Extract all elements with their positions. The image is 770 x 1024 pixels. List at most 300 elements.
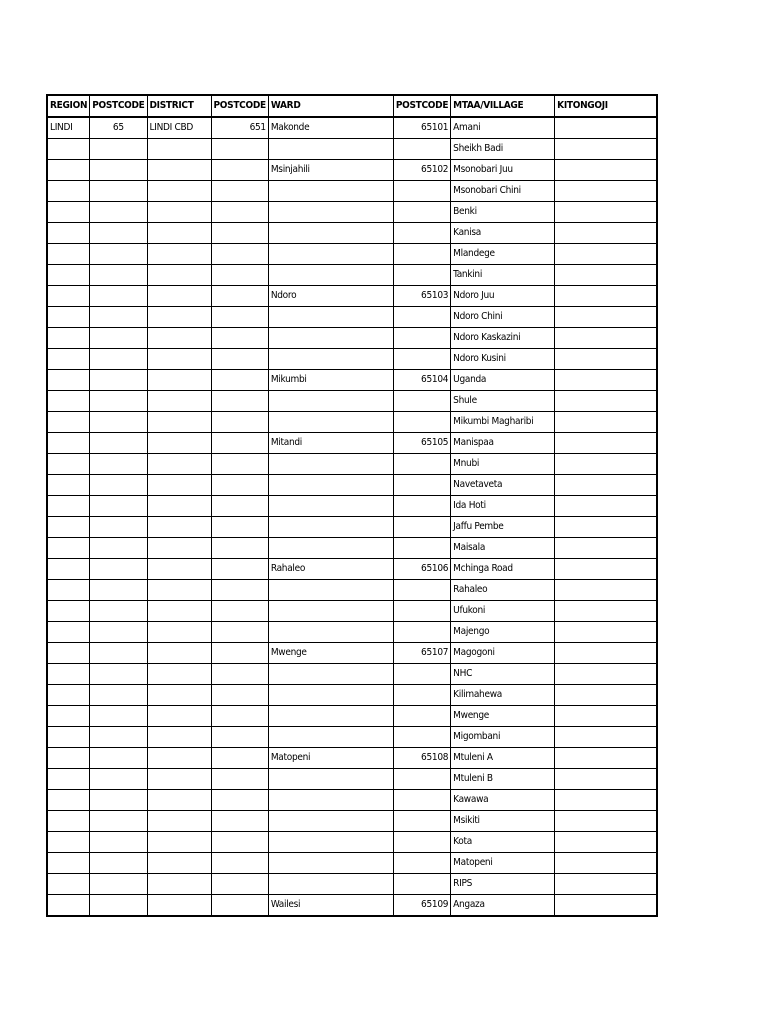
cell-district-postcode	[211, 475, 268, 496]
cell-kitongoji	[555, 853, 657, 874]
cell-district-postcode	[211, 811, 268, 832]
cell-kitongoji	[555, 748, 657, 769]
cell-village: Uganda	[451, 370, 555, 391]
cell-ward-postcode	[393, 769, 450, 790]
cell-ward-postcode	[393, 853, 450, 874]
cell-region-postcode	[90, 790, 147, 811]
cell-district	[147, 244, 211, 265]
cell-region	[47, 307, 90, 328]
cell-ward	[268, 517, 393, 538]
cell-district	[147, 160, 211, 181]
cell-ward	[268, 811, 393, 832]
cell-ward: Mitandi	[268, 433, 393, 454]
table-row	[47, 433, 657, 454]
cell-district	[147, 496, 211, 517]
cell-village: Navetaveta	[451, 475, 555, 496]
cell-district	[147, 223, 211, 244]
cell-region	[47, 475, 90, 496]
cell-kitongoji	[555, 727, 657, 748]
cell-district-postcode	[211, 622, 268, 643]
table-row	[47, 622, 657, 643]
cell-region	[47, 727, 90, 748]
cell-region-postcode	[90, 874, 147, 895]
cell-kitongoji	[555, 307, 657, 328]
cell-ward-postcode	[393, 265, 450, 286]
cell-ward	[268, 769, 393, 790]
cell-village: Angaza	[451, 895, 555, 917]
cell-ward: Rahaleo	[268, 559, 393, 580]
cell-region-postcode	[90, 811, 147, 832]
cell-region	[47, 454, 90, 475]
table-row	[47, 748, 657, 769]
cell-region	[47, 790, 90, 811]
cell-village: Rahaleo	[451, 580, 555, 601]
cell-district	[147, 559, 211, 580]
cell-ward-postcode	[393, 244, 450, 265]
cell-ward-postcode	[393, 139, 450, 160]
cell-village: Migombani	[451, 727, 555, 748]
cell-ward	[268, 202, 393, 223]
cell-district-postcode	[211, 307, 268, 328]
spreadsheet-page	[46, 94, 658, 917]
cell-region	[47, 286, 90, 307]
cell-kitongoji	[555, 580, 657, 601]
cell-kitongoji	[555, 769, 657, 790]
cell-district: LINDI CBD	[147, 117, 211, 139]
cell-ward: Msinjahili	[268, 160, 393, 181]
cell-ward-postcode: 65104	[393, 370, 450, 391]
cell-district-postcode	[211, 160, 268, 181]
cell-district-postcode	[211, 349, 268, 370]
cell-kitongoji	[555, 895, 657, 917]
table-row	[47, 370, 657, 391]
header-village: MTAA/VILLAGE	[451, 95, 555, 117]
cell-district-postcode	[211, 706, 268, 727]
cell-ward-postcode: 65101	[393, 117, 450, 139]
cell-region	[47, 223, 90, 244]
cell-village: Kota	[451, 832, 555, 853]
cell-region	[47, 559, 90, 580]
cell-village: Mikumbi Magharibi	[451, 412, 555, 433]
cell-region	[47, 706, 90, 727]
cell-district-postcode	[211, 202, 268, 223]
cell-district	[147, 622, 211, 643]
cell-village: Kanisa	[451, 223, 555, 244]
cell-kitongoji	[555, 391, 657, 412]
cell-kitongoji	[555, 622, 657, 643]
cell-kitongoji	[555, 181, 657, 202]
cell-region-postcode	[90, 559, 147, 580]
cell-region-postcode	[90, 832, 147, 853]
cell-kitongoji	[555, 370, 657, 391]
cell-village: Kilimahewa	[451, 685, 555, 706]
cell-ward-postcode	[393, 601, 450, 622]
cell-ward-postcode: 65106	[393, 559, 450, 580]
cell-ward	[268, 181, 393, 202]
table-row	[47, 685, 657, 706]
cell-kitongoji	[555, 349, 657, 370]
cell-district-postcode	[211, 223, 268, 244]
cell-region-postcode	[90, 643, 147, 664]
cell-district-postcode	[211, 391, 268, 412]
table-row	[47, 790, 657, 811]
cell-ward	[268, 139, 393, 160]
cell-village: Majengo	[451, 622, 555, 643]
cell-ward	[268, 706, 393, 727]
cell-region	[47, 244, 90, 265]
cell-region	[47, 643, 90, 664]
cell-village: Ida Hoti	[451, 496, 555, 517]
cell-kitongoji	[555, 412, 657, 433]
cell-ward-postcode	[393, 664, 450, 685]
table-row	[47, 496, 657, 517]
cell-village: Mtuleni A	[451, 748, 555, 769]
cell-ward-postcode: 65108	[393, 748, 450, 769]
cell-region	[47, 853, 90, 874]
cell-village: Msonobari Chini	[451, 181, 555, 202]
table-row	[47, 580, 657, 601]
table-row	[47, 538, 657, 559]
cell-village: Mchinga Road	[451, 559, 555, 580]
cell-district-postcode	[211, 454, 268, 475]
cell-ward-postcode	[393, 622, 450, 643]
cell-region-postcode	[90, 307, 147, 328]
cell-ward	[268, 622, 393, 643]
cell-region-postcode	[90, 538, 147, 559]
cell-ward-postcode	[393, 181, 450, 202]
table-body	[47, 117, 657, 916]
cell-region-postcode	[90, 895, 147, 917]
cell-region-postcode	[90, 286, 147, 307]
cell-region	[47, 433, 90, 454]
cell-village: Matopeni	[451, 853, 555, 874]
cell-district-postcode	[211, 685, 268, 706]
cell-district-postcode	[211, 433, 268, 454]
cell-district	[147, 895, 211, 917]
cell-kitongoji	[555, 664, 657, 685]
table-row	[47, 223, 657, 244]
cell-region-postcode	[90, 475, 147, 496]
cell-ward	[268, 685, 393, 706]
cell-village: Benki	[451, 202, 555, 223]
cell-district-postcode	[211, 412, 268, 433]
cell-village: Tankini	[451, 265, 555, 286]
cell-village: Msonobari Juu	[451, 160, 555, 181]
cell-ward-postcode	[393, 475, 450, 496]
cell-village: Mwenge	[451, 706, 555, 727]
cell-kitongoji	[555, 328, 657, 349]
cell-region	[47, 328, 90, 349]
cell-district	[147, 874, 211, 895]
cell-village: Ndoro Chini	[451, 307, 555, 328]
cell-ward-postcode	[393, 790, 450, 811]
cell-ward	[268, 244, 393, 265]
cell-ward-postcode	[393, 202, 450, 223]
cell-ward-postcode	[393, 580, 450, 601]
cell-district-postcode	[211, 139, 268, 160]
header-district-postcode: POSTCODE	[211, 95, 268, 117]
cell-district	[147, 853, 211, 874]
cell-district	[147, 727, 211, 748]
cell-village: Kawawa	[451, 790, 555, 811]
cell-region	[47, 622, 90, 643]
cell-district	[147, 769, 211, 790]
cell-ward	[268, 349, 393, 370]
cell-village: NHC	[451, 664, 555, 685]
table-row	[47, 454, 657, 475]
cell-region	[47, 811, 90, 832]
cell-region-postcode	[90, 412, 147, 433]
table-row	[47, 412, 657, 433]
cell-kitongoji	[555, 223, 657, 244]
cell-region	[47, 412, 90, 433]
cell-region	[47, 832, 90, 853]
cell-region-postcode	[90, 517, 147, 538]
cell-ward-postcode	[393, 874, 450, 895]
cell-district	[147, 454, 211, 475]
cell-village: Shule	[451, 391, 555, 412]
cell-ward-postcode	[393, 412, 450, 433]
cell-region-postcode	[90, 433, 147, 454]
cell-kitongoji	[555, 790, 657, 811]
cell-region-postcode	[90, 349, 147, 370]
cell-ward	[268, 853, 393, 874]
table-row	[47, 727, 657, 748]
table-row	[47, 895, 657, 917]
cell-district	[147, 349, 211, 370]
cell-region	[47, 748, 90, 769]
cell-kitongoji	[555, 496, 657, 517]
cell-district	[147, 307, 211, 328]
cell-district	[147, 433, 211, 454]
cell-district-postcode	[211, 769, 268, 790]
cell-region-postcode	[90, 748, 147, 769]
cell-region-postcode	[90, 139, 147, 160]
cell-ward-postcode: 65105	[393, 433, 450, 454]
cell-ward	[268, 832, 393, 853]
cell-region	[47, 895, 90, 917]
cell-district-postcode	[211, 727, 268, 748]
cell-village: Magogoni	[451, 643, 555, 664]
cell-kitongoji	[555, 265, 657, 286]
cell-ward: Makonde	[268, 117, 393, 139]
cell-region-postcode	[90, 160, 147, 181]
cell-ward-postcode	[393, 223, 450, 244]
cell-region-postcode	[90, 328, 147, 349]
cell-ward	[268, 412, 393, 433]
cell-region-postcode	[90, 601, 147, 622]
postcode-table	[46, 94, 658, 917]
cell-village: Sheikh Badi	[451, 139, 555, 160]
cell-district-postcode	[211, 265, 268, 286]
cell-ward-postcode	[393, 706, 450, 727]
cell-district-postcode	[211, 580, 268, 601]
cell-ward-postcode	[393, 349, 450, 370]
cell-region-postcode	[90, 580, 147, 601]
table-row	[47, 286, 657, 307]
cell-ward	[268, 790, 393, 811]
cell-district	[147, 412, 211, 433]
header-region-postcode: POSTCODE	[90, 95, 147, 117]
cell-region: LINDI	[47, 117, 90, 139]
cell-village: Mlandege	[451, 244, 555, 265]
cell-kitongoji	[555, 433, 657, 454]
table-row	[47, 811, 657, 832]
table-row	[47, 601, 657, 622]
table-row	[47, 202, 657, 223]
cell-region	[47, 160, 90, 181]
cell-district	[147, 517, 211, 538]
cell-village: Msikiti	[451, 811, 555, 832]
table-row	[47, 475, 657, 496]
cell-region	[47, 181, 90, 202]
cell-ward-postcode	[393, 832, 450, 853]
header-ward: WARD	[268, 95, 393, 117]
cell-kitongoji	[555, 139, 657, 160]
cell-kitongoji	[555, 286, 657, 307]
table-row	[47, 559, 657, 580]
cell-district	[147, 391, 211, 412]
cell-ward-postcode: 65109	[393, 895, 450, 917]
cell-kitongoji	[555, 601, 657, 622]
cell-region-postcode	[90, 853, 147, 874]
cell-ward	[268, 727, 393, 748]
table-row	[47, 139, 657, 160]
table-row	[47, 349, 657, 370]
cell-ward	[268, 328, 393, 349]
cell-district	[147, 286, 211, 307]
cell-region-postcode	[90, 223, 147, 244]
table-row	[47, 391, 657, 412]
cell-district	[147, 181, 211, 202]
cell-ward-postcode: 65107	[393, 643, 450, 664]
cell-ward	[268, 538, 393, 559]
cell-district-postcode	[211, 559, 268, 580]
cell-region-postcode	[90, 769, 147, 790]
cell-region	[47, 601, 90, 622]
cell-district	[147, 328, 211, 349]
table-row	[47, 517, 657, 538]
cell-village: Ufukoni	[451, 601, 555, 622]
cell-region	[47, 538, 90, 559]
cell-district-postcode	[211, 643, 268, 664]
cell-ward: Mwenge	[268, 643, 393, 664]
cell-district	[147, 643, 211, 664]
cell-region	[47, 370, 90, 391]
table-row	[47, 328, 657, 349]
cell-ward	[268, 454, 393, 475]
cell-region	[47, 496, 90, 517]
cell-region-postcode	[90, 265, 147, 286]
cell-village: Ndoro Juu	[451, 286, 555, 307]
cell-district-postcode	[211, 286, 268, 307]
cell-ward-postcode	[393, 496, 450, 517]
cell-region-postcode	[90, 496, 147, 517]
cell-ward-postcode: 65102	[393, 160, 450, 181]
table-row	[47, 832, 657, 853]
cell-ward	[268, 874, 393, 895]
cell-ward	[268, 307, 393, 328]
cell-village: Mnubi	[451, 454, 555, 475]
cell-region	[47, 391, 90, 412]
table-row	[47, 265, 657, 286]
cell-district	[147, 832, 211, 853]
cell-village: Mtuleni B	[451, 769, 555, 790]
cell-region	[47, 202, 90, 223]
cell-region	[47, 349, 90, 370]
cell-region-postcode	[90, 454, 147, 475]
cell-kitongoji	[555, 811, 657, 832]
cell-ward-postcode	[393, 328, 450, 349]
cell-district	[147, 580, 211, 601]
cell-village: Jaffu Pembe	[451, 517, 555, 538]
cell-region	[47, 769, 90, 790]
cell-district-postcode	[211, 601, 268, 622]
cell-kitongoji	[555, 559, 657, 580]
cell-village: Maisala	[451, 538, 555, 559]
header-kitongoji: KITONGOJI	[555, 95, 657, 117]
cell-district-postcode	[211, 496, 268, 517]
cell-district	[147, 265, 211, 286]
cell-district-postcode	[211, 790, 268, 811]
table-row	[47, 706, 657, 727]
cell-ward-postcode	[393, 685, 450, 706]
cell-kitongoji	[555, 832, 657, 853]
table-row	[47, 160, 657, 181]
header-row	[47, 95, 657, 117]
header-district: DISTRICT	[147, 95, 211, 117]
cell-district-postcode	[211, 538, 268, 559]
cell-region	[47, 580, 90, 601]
cell-kitongoji	[555, 454, 657, 475]
cell-region	[47, 517, 90, 538]
cell-ward-postcode: 65103	[393, 286, 450, 307]
cell-district	[147, 748, 211, 769]
cell-district-postcode	[211, 181, 268, 202]
cell-region-postcode	[90, 727, 147, 748]
cell-district	[147, 538, 211, 559]
cell-district-postcode: 651	[211, 117, 268, 139]
cell-ward	[268, 664, 393, 685]
cell-district-postcode	[211, 244, 268, 265]
cell-region	[47, 874, 90, 895]
cell-kitongoji	[555, 643, 657, 664]
cell-region	[47, 664, 90, 685]
cell-kitongoji	[555, 706, 657, 727]
cell-ward: Wailesi	[268, 895, 393, 917]
cell-ward	[268, 601, 393, 622]
cell-ward-postcode	[393, 517, 450, 538]
cell-district	[147, 790, 211, 811]
cell-village: Amani	[451, 117, 555, 139]
table-row	[47, 874, 657, 895]
cell-district-postcode	[211, 895, 268, 917]
cell-ward	[268, 265, 393, 286]
cell-ward-postcode	[393, 811, 450, 832]
cell-ward: Matopeni	[268, 748, 393, 769]
cell-district-postcode	[211, 328, 268, 349]
cell-village: Ndoro Kaskazini	[451, 328, 555, 349]
cell-district	[147, 139, 211, 160]
table-row	[47, 307, 657, 328]
cell-ward-postcode	[393, 727, 450, 748]
cell-district	[147, 706, 211, 727]
cell-district-postcode	[211, 370, 268, 391]
cell-ward: Mikumbi	[268, 370, 393, 391]
cell-district	[147, 811, 211, 832]
cell-ward-postcode	[393, 391, 450, 412]
cell-ward: Ndoro	[268, 286, 393, 307]
